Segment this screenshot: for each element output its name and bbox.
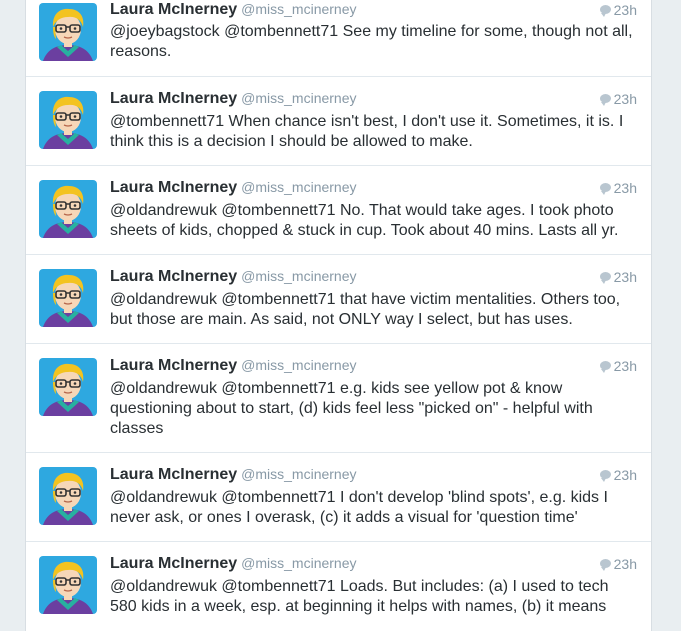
user-fullname[interactable]: Laura McInerney bbox=[110, 1, 238, 18]
tweet-timestamp[interactable] bbox=[600, 91, 637, 107]
timestamp-text: 23h bbox=[613, 358, 637, 374]
timestamp-text: 23h bbox=[613, 269, 637, 285]
cartoon-avatar-icon bbox=[39, 358, 97, 416]
tweet[interactable] bbox=[26, 255, 651, 344]
avatar[interactable] bbox=[39, 467, 97, 525]
tweet-text: @oldandrewuk @tombennett71 I don't develop 'blind spots', e.g. kids I never ask, or ones I overask, (c) it adds a visual for 'question time' bbox=[110, 489, 608, 526]
tweet[interactable] bbox=[26, 0, 651, 77]
tweet-header bbox=[110, 1, 637, 21]
tweet-header bbox=[110, 555, 637, 575]
timestamp-text: 23h bbox=[613, 91, 637, 107]
avatar[interactable] bbox=[39, 91, 97, 149]
avatar[interactable] bbox=[39, 269, 97, 327]
tweet-timestamp[interactable] bbox=[600, 180, 637, 196]
tweet-text: @oldandrewuk @tombennett71 No. That would take ages. I took photo sheets of kids, chopped & stuck in cup. Took about 40 mins. Lasts all yr. bbox=[110, 202, 619, 239]
user-fullname[interactable]: Laura McInerney bbox=[110, 357, 238, 374]
timestamp-text: 23h bbox=[613, 180, 637, 196]
user-fullname[interactable]: Laura McInerney bbox=[110, 466, 238, 483]
user-fullname[interactable]: Laura McInerney bbox=[110, 268, 238, 285]
tweet[interactable] bbox=[26, 453, 651, 542]
tweet[interactable] bbox=[26, 77, 651, 166]
tweet-timestamp[interactable] bbox=[600, 467, 637, 483]
timestamp-text: 23h bbox=[613, 467, 637, 483]
timestamp-text: 23h bbox=[613, 2, 637, 18]
avatar[interactable] bbox=[39, 3, 97, 61]
tweet-timestamp[interactable] bbox=[600, 556, 637, 572]
user-handle[interactable]: @miss_mcinerney bbox=[241, 555, 357, 571]
user-fullname[interactable]: Laura McInerney bbox=[110, 179, 238, 196]
tweet[interactable] bbox=[26, 166, 651, 255]
speech-bubble-icon bbox=[600, 5, 611, 14]
tweet-header bbox=[110, 357, 637, 377]
timestamp-text: 23h bbox=[613, 556, 637, 572]
speech-bubble-icon bbox=[600, 183, 611, 192]
tweet-timestamp[interactable] bbox=[600, 358, 637, 374]
speech-bubble-icon bbox=[600, 559, 611, 568]
user-handle[interactable]: @miss_mcinerney bbox=[241, 268, 357, 284]
cartoon-avatar-icon bbox=[39, 269, 97, 327]
avatar[interactable] bbox=[39, 358, 97, 416]
tweet-header bbox=[110, 179, 637, 199]
cartoon-avatar-icon bbox=[39, 180, 97, 238]
tweet-header bbox=[110, 466, 637, 486]
tweet-text: @joeybagstock @tombennett71 See my timeline for some, though not all, reasons. bbox=[110, 23, 633, 60]
tweet[interactable] bbox=[26, 542, 651, 631]
speech-bubble-icon bbox=[600, 361, 611, 370]
tweet-timestamp[interactable] bbox=[600, 2, 637, 18]
tweet[interactable] bbox=[26, 344, 651, 453]
tweet-header bbox=[110, 268, 637, 288]
user-handle[interactable]: @miss_mcinerney bbox=[241, 466, 357, 482]
user-handle[interactable]: @miss_mcinerney bbox=[241, 90, 357, 106]
tweet-text: @oldandrewuk @tombennett71 e.g. kids see yellow pot & know questioning about to start, (d) kids feel less "picked on" - helpful with classes bbox=[110, 380, 593, 437]
user-fullname[interactable]: Laura McInerney bbox=[110, 555, 238, 572]
speech-bubble-icon bbox=[600, 94, 611, 103]
user-handle[interactable]: @miss_mcinerney bbox=[241, 179, 357, 195]
avatar[interactable] bbox=[39, 556, 97, 614]
speech-bubble-icon bbox=[600, 470, 611, 479]
tweet-timestamp[interactable] bbox=[600, 269, 637, 285]
tweet-text: @tombennett71 When chance isn't best, I don't use it. Sometimes, it is. I think this is a decision I should be allowed to make. bbox=[110, 113, 624, 150]
user-handle[interactable]: @miss_mcinerney bbox=[241, 1, 357, 17]
tweet-timeline bbox=[25, 0, 652, 631]
user-fullname[interactable]: Laura McInerney bbox=[110, 90, 238, 107]
cartoon-avatar-icon bbox=[39, 556, 97, 614]
tweet-text: @oldandrewuk @tombennett71 Loads. But includes: (a) I used to tech 580 kids in a week, esp. at beginning it helps with names, (b) it means bbox=[110, 578, 609, 615]
avatar[interactable] bbox=[39, 180, 97, 238]
speech-bubble-icon bbox=[600, 272, 611, 281]
cartoon-avatar-icon bbox=[39, 467, 97, 525]
cartoon-avatar-icon bbox=[39, 3, 97, 61]
cartoon-avatar-icon bbox=[39, 91, 97, 149]
tweet-header bbox=[110, 90, 637, 110]
tweet-text: @oldandrewuk @tombennett71 that have victim mentalities. Others too, but those are main. As said, not ONLY way I select, but has uses. bbox=[110, 291, 621, 328]
user-handle[interactable]: @miss_mcinerney bbox=[241, 357, 357, 373]
